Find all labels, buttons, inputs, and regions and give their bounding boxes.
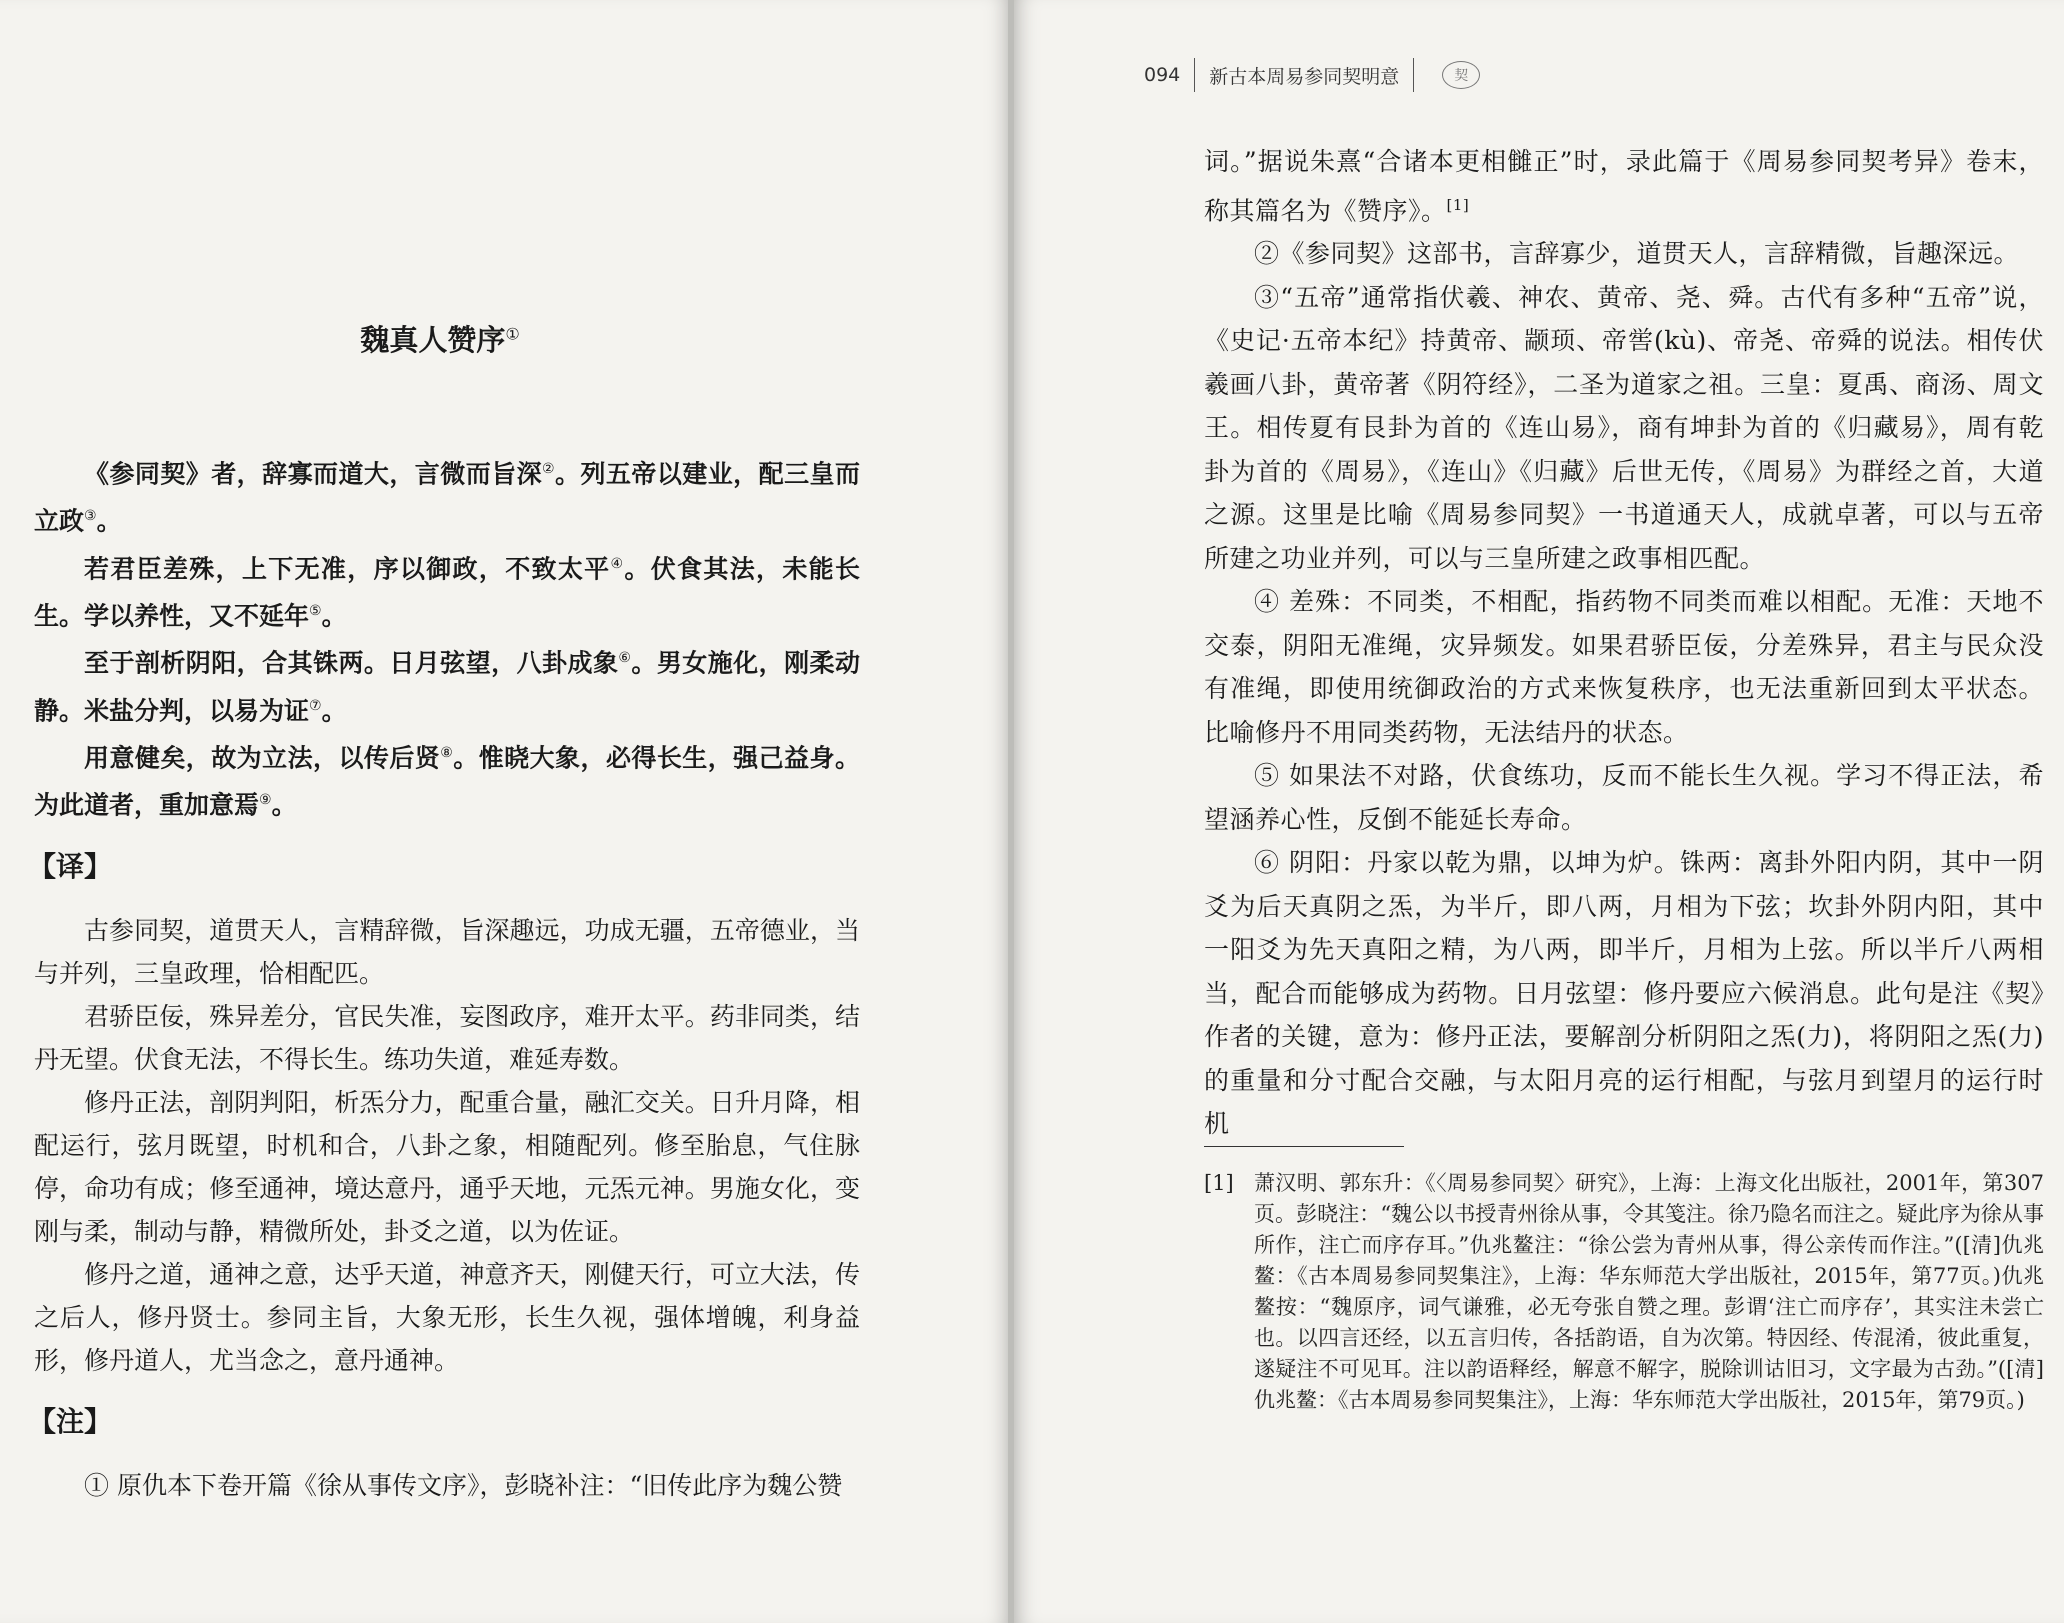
translation-paragraph: 古参同契，道贯天人，言精辞微，旨深趣远，功成无疆，五帝德业，当与并列，三皇政理，恰相配匹。 xyxy=(34,915,860,988)
preface-text: 。 xyxy=(96,506,122,536)
preface-text: 《参同契》者，辞寡而道大，言微而旨深 xyxy=(84,459,543,489)
footnote-ref: [1] xyxy=(1446,195,1470,214)
footnote-text: 萧汉明、郭东升：《〈周易参同契〉研究》，上海：上海文化出版社，2001年，第307页。彭晓注：“魏公以书授青州徐从事，令其笺注。徐乃隐名而注之。疑此序为徐从事所作，注亡而序存耳。”仇兆鳌注：“徐公尝为青州从事，得公亲传而作注。”([清]仇兆鳌：《古本周易参同契集注》，上海：华东师范大学出版社，2015年，第77页。)仇兆鳌按：“魏原序，词气谦雅，必无夸张自赞之理。彭谓‘注亡而序存’，其实注未尝亡也。以四言还经，以五言归传，各括韵语，自为次第。特因经、传混淆，彼此重复，遂疑注不可见耳。注以韵语释经，解意不解字，脱除训诂旧习，文字最为古劲。”([清]仇兆鳌：《古本周易参同契集注》，上海：华东师范大学出版社，2015年，第79页。) xyxy=(1254,1171,2044,1412)
left-page xyxy=(0,0,1010,1623)
header-divider xyxy=(1413,58,1414,92)
translation-heading: 【译】 xyxy=(28,849,113,883)
footnote-divider xyxy=(1204,1146,1404,1147)
preface-paragraph xyxy=(34,448,860,543)
preface-text: 用意健矣，故为立法，以传后贤 xyxy=(84,743,441,773)
header-divider xyxy=(1194,58,1195,92)
preface-text: 。列五帝以建业，配三皇而立政 xyxy=(34,459,860,536)
note-ref: ⑧ xyxy=(440,744,454,761)
chapter-title-text: 魏真人赞序 xyxy=(360,323,506,357)
preface-text: 。男女施化，刚柔动静。米盐分判，以易为证 xyxy=(34,648,860,725)
preface-paragraph xyxy=(34,637,860,732)
note-ref: ⑤ xyxy=(309,602,322,619)
footnote-mark: [1] xyxy=(1204,1171,1234,1195)
chapter-title xyxy=(0,318,880,359)
preface-text: 。 xyxy=(271,790,297,820)
note-ref: ② xyxy=(542,461,556,477)
note-ref: ④ xyxy=(610,555,625,572)
translation-paragraph: 君骄臣佞，殊异差分，官民失准，妄图政序，难开太平。药非同类，结丹无望。伏食无法，不得长生。练功失道，难延寿数。 xyxy=(34,1001,860,1074)
note-paragraph xyxy=(1204,140,2044,232)
preface-text: 。惟晓大象，必得长生，强己益身。为此道者，重加意焉 xyxy=(34,743,860,820)
note-paragraph: ⑥ 阴阳：丹家以乾为鼎，以坤为炉。铢两：离卦外阳内阴，其中一阴爻为后天真阴之炁，为半斤，即八两，月相为下弦；坎卦外阴内阳，其中一阳爻为先天真阳之精，为八两，即半斤，月相为上弦。所以半斤八两相当，配合而能够成为药物。日月弦望：修丹要应六候消息。此句是注《契》作者的关键，意为：修丹正法，要解剖分析阴阳之炁(力)，将阴阳之炁(力)的重量和分寸配合交融，与太阳月亮的运行相配，与弦月到望月的运行时机 xyxy=(1204,848,2044,1139)
right-page xyxy=(1014,0,2064,1623)
preface-text: 。 xyxy=(321,695,347,725)
note-ref: ⑨ xyxy=(259,792,272,809)
preface-paragraph xyxy=(34,543,860,638)
right-body xyxy=(1204,140,2044,1146)
preface-paragraph xyxy=(34,732,860,827)
translation-paragraph: 修丹之道，通神之意，达乎天道，神意齐天，刚健天行，可立大法，传之后人，修丹贤士。参同主旨，大象无形，长生久视，强体增魄，利身益形，修丹道人，尤当念之，意丹通神。 xyxy=(34,1259,860,1375)
preface-text: 。 xyxy=(321,601,347,631)
running-head xyxy=(1144,58,1480,92)
chapter-title-note: ① xyxy=(505,324,520,344)
preface-text: 。伏食其法，未能长生。学以养性，又不延年 xyxy=(34,553,860,631)
page-number: 094 xyxy=(1144,64,1181,86)
seal-emblem-icon: 契 xyxy=(1442,61,1480,89)
translation-paragraph: 修丹正法，剖阴判阳，析炁分力，配重合量，融汇交关。日升月降，相配运行，弦月既望，时机和合，八卦之象，相随配列。修至胎息，气住脉停，命功有成；修至通神，境达意丹，通乎天地，元炁元神。男施女化，变刚与柔，制动与静，精微所处，卦爻之道，以为佐证。 xyxy=(34,1087,860,1246)
note-ref: ⑦ xyxy=(309,697,322,714)
preface-text: 若君臣差殊，上下无准，序以御政，不致太平 xyxy=(84,553,611,583)
note-paragraph: ②《参同契》这部书，言辞寡少，道贯天人，言辞精微，旨趣深远。 xyxy=(1254,239,2020,269)
note-paragraph: ③“五帝”通常指伏羲、神农、黄帝、尧、舜。古代有多种“五帝”说，《史记·五帝本纪》持黄帝、颛顼、帝喾(kù)、帝尧、帝舜的说法。相传伏羲画八卦，黄帝著《阴符经》，二圣为道家之祖。三皇：夏禹、商汤、周文王。相传夏有艮卦为首的《连山易》，商有坤卦为首的《归藏易》，周有乾卦为首的《周易》，《连山》《归藏》后世无传，《周易》为群经之首，大道之源。这里是比喻《周易参同契》一书道通天人，成就卓著，可以与五帝所建之功业并列，可以与三皇所建之政事相匹配。 xyxy=(1204,282,2044,573)
note-ref: ③ xyxy=(84,508,97,525)
note-text: 词。”据说朱熹“合诸本更相雠正”时，录此篇于《周易参同契考异》卷末，称其篇名为《赞序》。 xyxy=(1204,147,2044,225)
note-ref: ⑥ xyxy=(618,650,632,667)
footnote xyxy=(1204,1168,2044,1416)
notes-heading: 【注】 xyxy=(28,1404,113,1438)
book-title: 新古本周易参同契明意 xyxy=(1209,65,1400,88)
translation-section xyxy=(34,909,860,1382)
preface-text: 至于剖析阴阳，合其铢两。日月弦望，八卦成象 xyxy=(84,648,619,678)
note-paragraph: ④ 差殊：不同类，不相配，指药物不同类而难以相配。无准：天地不交泰，阴阳无准绳，灾异频发。如果君骄臣佞，分差殊异，君主与民众没有准绳，即使用统御政治的方式来恢复秩序，也无法重新回到太平状态。比喻修丹不用同类药物，无法结丹的状态。 xyxy=(1204,587,2044,747)
note-paragraph: ① 原仇本下卷开篇《徐从事传文序》，彭晓补注：“旧传此序为魏公赞 xyxy=(84,1470,843,1500)
left-body xyxy=(28,448,860,1507)
note-paragraph: ⑤ 如果法不对路，伏食练功，反而不能长生久视。学习不得正法，希望涵养心性，反倒不能延长寿命。 xyxy=(1204,761,2044,834)
